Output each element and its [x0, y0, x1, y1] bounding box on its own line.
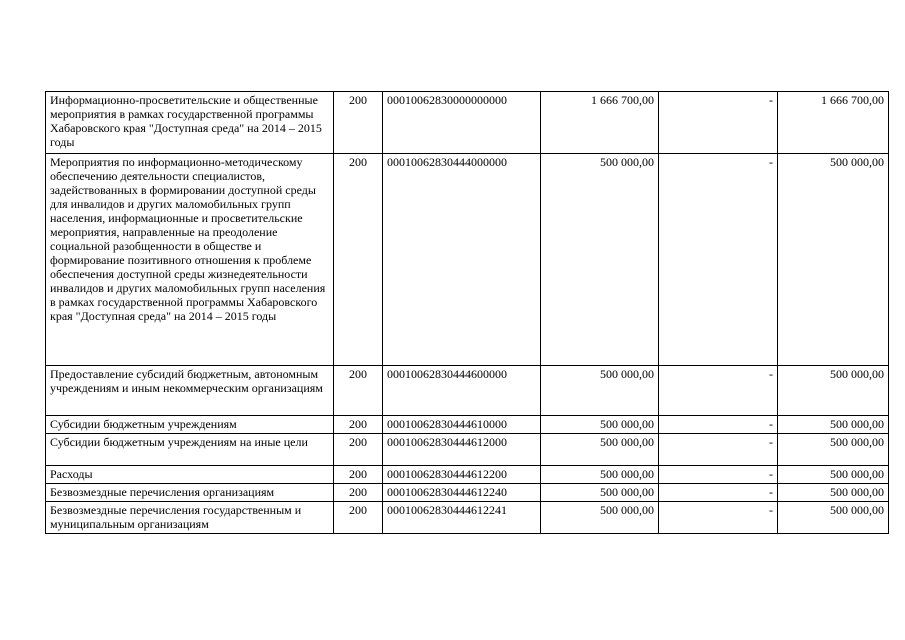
- cell-total: 500 000,00: [778, 502, 889, 534]
- cell-amount: 500 000,00: [541, 484, 659, 502]
- cell-name: Безвозмездные перечисления организациям: [46, 484, 334, 502]
- cell-amount: 500 000,00: [541, 502, 659, 534]
- cell-classification-code: 00010062830000000000: [383, 92, 541, 154]
- cell-classification-code: 00010062830444612200: [383, 466, 541, 484]
- cell-total: 500 000,00: [778, 434, 889, 466]
- cell-classification-code: 00010062830444612000: [383, 434, 541, 466]
- cell-change: -: [659, 154, 778, 366]
- table-row: [46, 502, 889, 534]
- cell-name: Мероприятия по информационно-методическому обеспечению деятельности специалистов, задействованных в формировании доступной среды для инвалидов и других маломобильных групп населения, информационные и просветительские мероприятия, направленные на преодоление социальной разобщенности в обществе и формирование позитивного отношения к проблеме обеспечения доступной среды жизнедеятельности инвалидов и других маломобильных групп населения в рамках государственной программы Хабаровского края "Доступная среда" на 2014 – 2015 годы: [46, 154, 334, 366]
- cell-classification-code: 00010062830444612240: [383, 484, 541, 502]
- table-row: [46, 92, 889, 154]
- cell-code: 200: [334, 484, 383, 502]
- cell-code: 200: [334, 416, 383, 434]
- cell-code: 200: [334, 366, 383, 416]
- cell-total: 500 000,00: [778, 154, 889, 366]
- cell-amount: 500 000,00: [541, 366, 659, 416]
- cell-name: Субсидии бюджетным учреждениям на иные цели: [46, 434, 334, 466]
- table-row: [46, 434, 889, 466]
- cell-name: Предоставление субсидий бюджетным, автономным учреждениям и иным некоммерческим организациям: [46, 366, 334, 416]
- cell-amount: 1 666 700,00: [541, 92, 659, 154]
- cell-total: 500 000,00: [778, 416, 889, 434]
- cell-change: -: [659, 416, 778, 434]
- cell-amount: 500 000,00: [541, 154, 659, 366]
- table-row: [46, 366, 889, 416]
- table-row: [46, 154, 889, 366]
- cell-classification-code: 00010062830444612241: [383, 502, 541, 534]
- cell-amount: 500 000,00: [541, 434, 659, 466]
- cell-name: Расходы: [46, 466, 334, 484]
- cell-total: 500 000,00: [778, 484, 889, 502]
- cell-change: -: [659, 434, 778, 466]
- cell-change: -: [659, 484, 778, 502]
- cell-code: 200: [334, 434, 383, 466]
- cell-change: -: [659, 366, 778, 416]
- table-row: [46, 466, 889, 484]
- cell-code: 200: [334, 154, 383, 366]
- cell-name: Информационно-просветительские и общественные мероприятия в рамках государственной программы Хабаровского края "Доступная среда" на 2014 – 2015 годы: [46, 92, 334, 154]
- cell-classification-code: 00010062830444600000: [383, 366, 541, 416]
- cell-amount: 500 000,00: [541, 416, 659, 434]
- cell-code: 200: [334, 92, 383, 154]
- cell-change: -: [659, 466, 778, 484]
- cell-change: -: [659, 502, 778, 534]
- cell-code: 200: [334, 502, 383, 534]
- cell-classification-code: 00010062830444000000: [383, 154, 541, 366]
- cell-total: 1 666 700,00: [778, 92, 889, 154]
- table-row: [46, 484, 889, 502]
- cell-amount: 500 000,00: [541, 466, 659, 484]
- cell-classification-code: 00010062830444610000: [383, 416, 541, 434]
- cell-total: 500 000,00: [778, 466, 889, 484]
- cell-name: Безвозмездные перечисления государственным и муниципальным организациям: [46, 502, 334, 534]
- cell-total: 500 000,00: [778, 366, 889, 416]
- cell-name: Субсидии бюджетным учреждениям: [46, 416, 334, 434]
- budget-table: [45, 91, 889, 534]
- cell-change: -: [659, 92, 778, 154]
- table-row: [46, 416, 889, 434]
- cell-code: 200: [334, 466, 383, 484]
